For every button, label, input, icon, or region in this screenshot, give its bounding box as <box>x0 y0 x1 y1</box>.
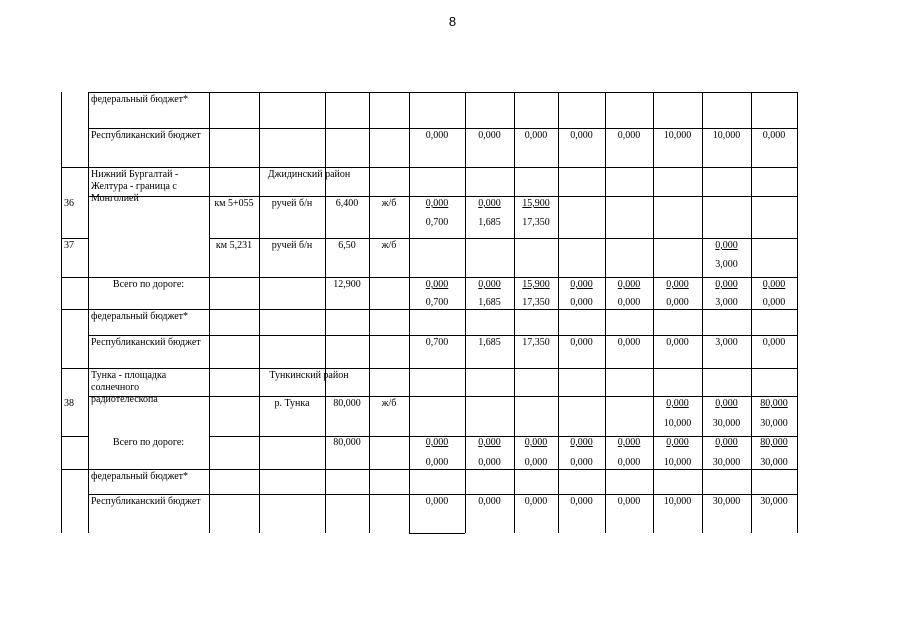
value-bottom: 0,000 <box>617 297 641 308</box>
row-label: Республиканский бюджет <box>91 496 201 507</box>
value-top: 15,900 <box>522 279 550 290</box>
row-label: федеральный бюджет* <box>91 311 189 322</box>
value-cell: 0,000 <box>762 337 786 348</box>
object-cell: ручей б/н <box>271 240 313 251</box>
value-cell: 0,700 <box>425 337 449 348</box>
value-cell: 10,000 <box>712 130 741 141</box>
value-cell: 0,000 <box>762 130 786 141</box>
district-name: Тункинский район <box>269 370 349 381</box>
value-bottom: 0,000 <box>666 297 689 308</box>
row-label: федеральный бюджет* <box>91 471 189 482</box>
value-cell: 0,000 <box>570 496 593 507</box>
value-top: 0,000 <box>715 437 738 448</box>
value-top: 0,000 <box>570 437 593 448</box>
value-bottom: 0,000 <box>570 457 593 468</box>
value-cell: 0,000 <box>425 130 449 141</box>
row-number: 36 <box>64 198 74 209</box>
value-top: 0,000 <box>762 279 786 290</box>
value-bottom: 1,685 <box>478 217 501 228</box>
value-top: 0,000 <box>715 398 738 409</box>
type-cell: ж/б <box>381 398 397 409</box>
value-cell: 17,350 <box>522 337 550 348</box>
row-label: Республиканский бюджет <box>91 130 201 141</box>
length-cell: 80,000 <box>333 437 361 448</box>
row-number: 38 <box>64 398 74 409</box>
value-cell: 0,000 <box>617 337 641 348</box>
value-cell: 3,000 <box>715 337 738 348</box>
page-number: 8 <box>448 14 457 29</box>
value-bottom: 3,000 <box>715 259 738 270</box>
value-bottom: 3,000 <box>715 297 738 308</box>
value-cell: 0,000 <box>570 337 593 348</box>
value-top: 0,000 <box>425 279 449 290</box>
value-cell: 0,000 <box>617 130 641 141</box>
value-top: 0,000 <box>478 279 501 290</box>
value-bottom: 30,000 <box>760 418 788 429</box>
value-top: 0,000 <box>715 279 738 290</box>
value-cell: 0,000 <box>666 337 689 348</box>
value-top: 0,000 <box>425 437 449 448</box>
value-bottom: 10,000 <box>663 418 692 429</box>
value-cell: 10,000 <box>663 130 692 141</box>
value-top: 0,000 <box>666 279 689 290</box>
object-cell: ручей б/н <box>271 198 313 209</box>
value-top: 15,900 <box>522 198 550 209</box>
length-cell: 12,900 <box>333 279 361 290</box>
value-top: 80,000 <box>760 398 788 409</box>
value-cell: 1,685 <box>478 337 501 348</box>
value-top: 0,000 <box>715 240 738 251</box>
value-top: 0,000 <box>478 198 501 209</box>
value-cell: 30,000 <box>760 496 788 507</box>
value-bottom: 0,000 <box>617 457 641 468</box>
object-cell: р. Тунка <box>274 398 310 409</box>
value-bottom: 30,000 <box>712 418 741 429</box>
km-cell: км 5+055 <box>214 198 254 209</box>
length-cell: 6,400 <box>335 198 359 209</box>
value-cell: 0,000 <box>524 130 548 141</box>
value-bottom: 17,350 <box>522 297 550 308</box>
value-top: 0,000 <box>425 198 449 209</box>
value-bottom: 0,000 <box>425 457 449 468</box>
value-bottom: 30,000 <box>712 457 741 468</box>
value-bottom: 0,000 <box>762 297 786 308</box>
row-label: федеральный бюджет* <box>91 94 189 105</box>
row-number: 37 <box>64 240 74 251</box>
value-bottom: 0,700 <box>425 217 449 228</box>
km-cell: км 5,231 <box>215 240 253 251</box>
type-cell: ж/б <box>381 198 397 209</box>
value-bottom: 0,000 <box>478 457 501 468</box>
length-cell: 80,000 <box>333 398 361 409</box>
value-bottom: 0,700 <box>425 297 449 308</box>
value-top: 0,000 <box>570 279 593 290</box>
value-bottom: 30,000 <box>760 457 788 468</box>
value-top: 0,000 <box>617 437 641 448</box>
value-bottom: 10,000 <box>663 457 692 468</box>
value-top: 80,000 <box>760 437 788 448</box>
road-name: Нижний Бургалтай - Желтура - граница с Монголией <box>91 169 179 204</box>
value-top: 0,000 <box>666 437 689 448</box>
value-cell: 0,000 <box>617 496 641 507</box>
value-top: 0,000 <box>524 437 548 448</box>
value-bottom: 0,000 <box>524 457 548 468</box>
value-cell: 10,000 <box>663 496 692 507</box>
value-cell: 30,000 <box>712 496 741 507</box>
value-bottom: 17,350 <box>522 217 550 228</box>
total-label: Всего по дороге: <box>112 437 185 448</box>
value-cell: 0,000 <box>478 130 501 141</box>
type-cell: ж/б <box>381 240 397 251</box>
district-name: Джидинский район <box>267 169 351 180</box>
value-top: 0,000 <box>666 398 689 409</box>
value-bottom: 0,000 <box>570 297 593 308</box>
row-label: Республиканский бюджет <box>91 337 201 348</box>
value-top: 0,000 <box>617 279 641 290</box>
value-bottom: 1,685 <box>478 297 501 308</box>
road-name: Тунка - площадка солнечного радиотелескопа <box>91 370 167 405</box>
length-cell: 6,50 <box>338 240 356 251</box>
value-top: 0,000 <box>478 437 501 448</box>
value-cell: 0,000 <box>425 496 449 507</box>
value-cell: 0,000 <box>524 496 548 507</box>
value-cell: 0,000 <box>478 496 501 507</box>
total-label: Всего по дороге: <box>112 279 185 290</box>
value-cell: 0,000 <box>570 130 593 141</box>
